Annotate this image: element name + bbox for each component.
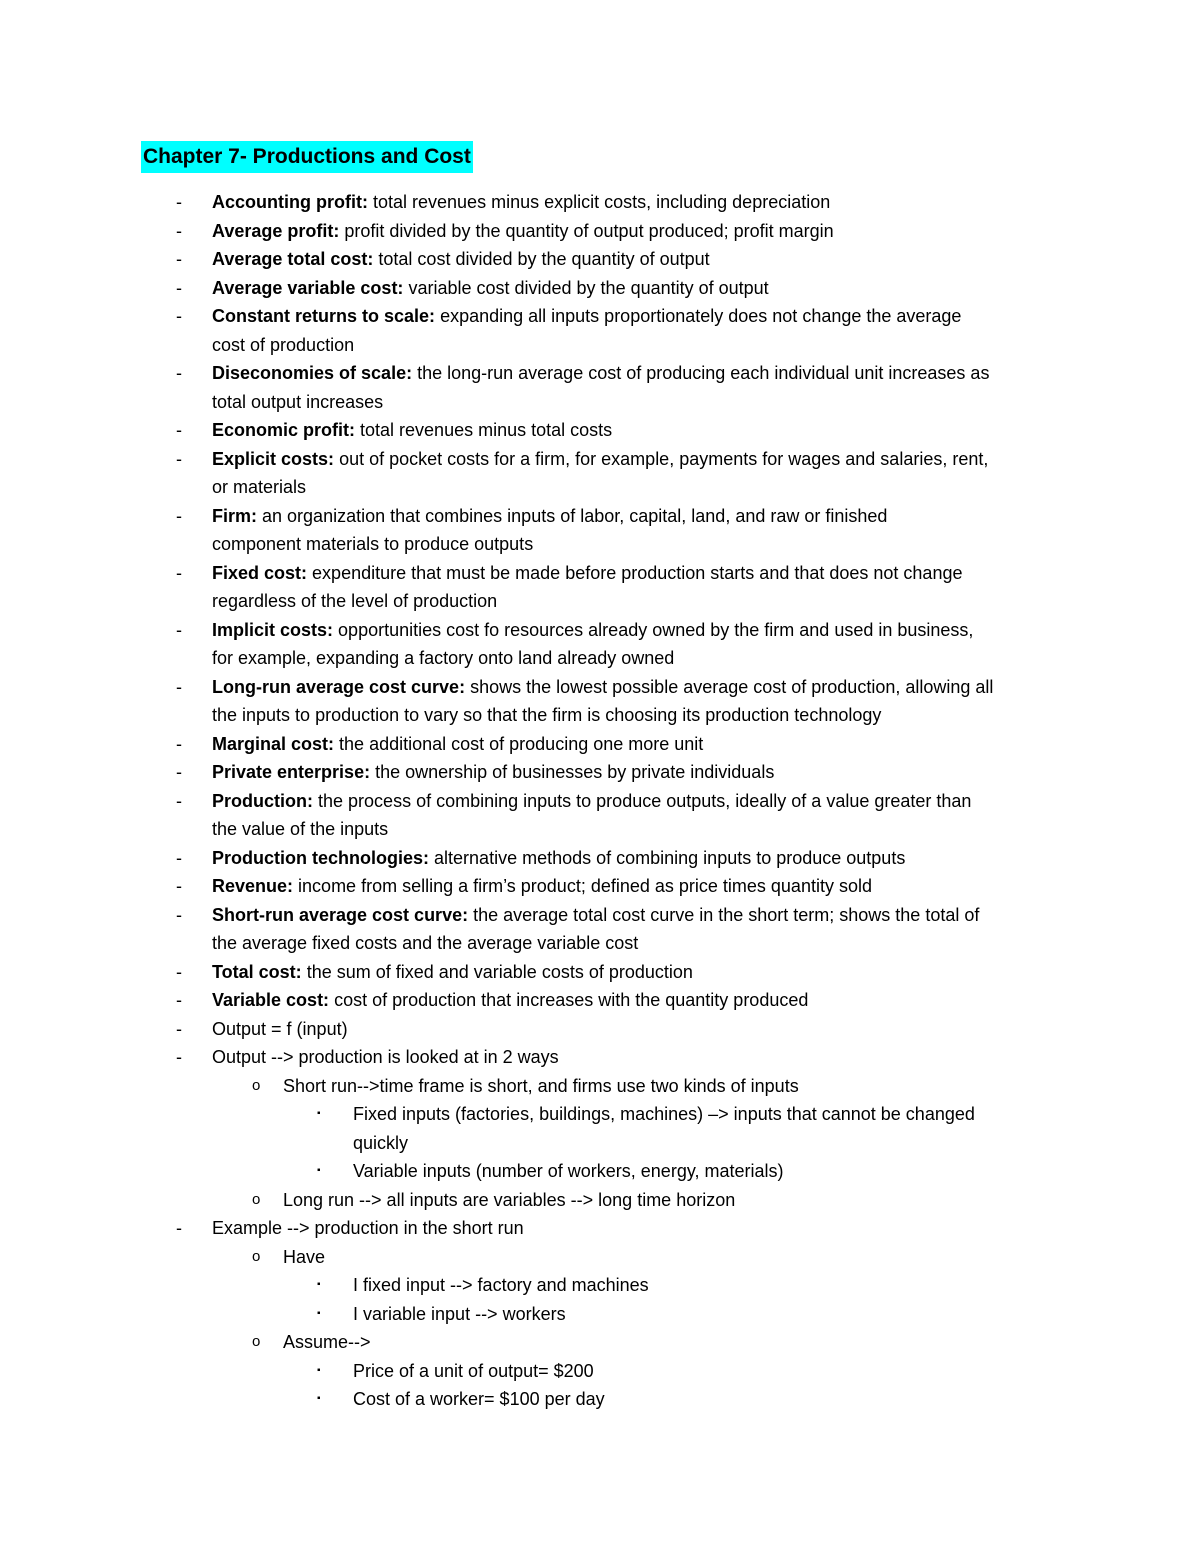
definition-text: the process of combining inputs to produce outputs, ideally of a value greater than xyxy=(318,790,972,811)
definition-text: income from selling a firm’s product; defined as price times quantity sold xyxy=(298,876,872,896)
definition-term: Fixed cost: xyxy=(212,562,308,583)
definition-term: Accounting profit: xyxy=(212,192,368,212)
definition-item xyxy=(0,673,1200,730)
definition-term: Production: xyxy=(212,790,313,811)
definition-text: the sum of fixed and variable costs of production xyxy=(306,961,693,982)
dash-bullet: - xyxy=(176,733,182,754)
outline-item xyxy=(0,1157,1200,1186)
definition-item xyxy=(0,559,1200,616)
definition-term: Average total cost: xyxy=(212,249,374,269)
dash-bullet: - xyxy=(176,363,182,383)
definition-term: Constant returns to scale: xyxy=(212,306,436,326)
outline-item xyxy=(0,1328,1200,1357)
definition-term: Short-run average cost curve: xyxy=(212,904,469,925)
definition-item xyxy=(0,986,1200,1015)
dash-bullet: - xyxy=(176,619,182,640)
outline-text: I fixed input --> factory and machines xyxy=(353,1275,649,1295)
outline-item xyxy=(0,1271,1200,1300)
outline-item xyxy=(0,1072,1200,1101)
outline-text: Assume--> xyxy=(283,1332,371,1352)
definition-text: the additional cost of producing one more unit xyxy=(339,733,704,754)
outline-text: Fixed inputs (factories, buildings, machines) –> inputs that cannot be changed xyxy=(353,1104,975,1124)
square-bullet: ▪ xyxy=(317,1279,321,1290)
definition-term: Diseconomies of scale: xyxy=(212,363,413,383)
definition-text-continued: or materials xyxy=(212,477,307,497)
outline-text: Short run-->time frame is short, and firms use two kinds of inputs xyxy=(283,1075,799,1096)
outline-text: Price of a unit of output= $200 xyxy=(353,1360,594,1381)
dash-bullet: - xyxy=(176,277,182,298)
outline-item xyxy=(0,1100,1200,1157)
definition-text: cost of production that increases with the quantity produced xyxy=(334,990,809,1010)
definition-item xyxy=(0,302,1200,359)
definition-item xyxy=(0,502,1200,559)
definition-item xyxy=(0,245,1200,274)
circle-bullet: o xyxy=(252,1076,261,1094)
definition-text: expanding all inputs proportionately does not change the average xyxy=(440,306,962,326)
dash-bullet: - xyxy=(176,505,182,526)
dash-bullet: - xyxy=(176,249,182,269)
square-bullet: ▪ xyxy=(317,1364,321,1376)
definition-term: Total cost: xyxy=(212,961,302,982)
dash-bullet: - xyxy=(176,876,182,896)
definition-term: Revenue: xyxy=(212,876,294,896)
dash-bullet: - xyxy=(176,1218,182,1238)
outline-text: Output = f (input) xyxy=(212,1018,348,1039)
dash-bullet: - xyxy=(176,676,182,697)
outline-text: I variable input --> workers xyxy=(353,1303,566,1324)
definition-term: Long-run average cost curve: xyxy=(212,676,466,697)
definition-text: the ownership of businesses by private individuals xyxy=(375,762,775,782)
definition-term: Average profit: xyxy=(212,220,340,241)
dash-bullet: - xyxy=(176,1018,182,1039)
dash-bullet: - xyxy=(176,448,182,469)
square-bullet: ▪ xyxy=(317,1307,321,1319)
outline-item xyxy=(0,1186,1200,1215)
definition-item xyxy=(0,730,1200,759)
definition-item xyxy=(0,872,1200,901)
definition-text: shows the lowest possible average cost of production, allowing all xyxy=(470,676,994,697)
dash-bullet: - xyxy=(176,562,182,583)
definition-text: variable cost divided by the quantity of output xyxy=(408,277,769,298)
definition-term: Implicit costs: xyxy=(212,619,334,640)
definition-term: Firm: xyxy=(212,505,257,526)
definition-text: alternative methods of combining inputs to produce outputs xyxy=(434,847,906,868)
definition-text-continued: for example, expanding a factory onto land already owned xyxy=(212,648,675,668)
definition-term: Average variable cost: xyxy=(212,277,404,298)
definition-text: total revenues minus total costs xyxy=(360,420,613,440)
outline-item xyxy=(0,1243,1200,1272)
definition-text-continued: total output increases xyxy=(212,391,384,412)
definition-term: Production technologies: xyxy=(212,847,430,868)
definition-item xyxy=(0,787,1200,844)
outline-text: Long run --> all inputs are variables --> long time horizon xyxy=(283,1189,736,1210)
definition-item xyxy=(0,274,1200,303)
definition-term: Marginal cost: xyxy=(212,733,335,754)
outline-item xyxy=(0,1015,1200,1044)
square-bullet: ▪ xyxy=(317,1108,321,1119)
definition-text-continued: regardless of the level of production xyxy=(212,591,498,611)
definition-text: expenditure that must be made before production starts and that does not change xyxy=(312,562,963,583)
outline-item xyxy=(0,1385,1200,1414)
dash-bullet: - xyxy=(176,990,182,1010)
definition-text: an organization that combines inputs of labor, capital, land, and raw or finished xyxy=(262,505,888,526)
definition-text: the average total cost curve in the short term; shows the total of xyxy=(473,904,980,925)
circle-bullet: o xyxy=(252,1333,261,1350)
definition-text: out of pocket costs for a firm, for example, payments for wages and salaries, rent, xyxy=(339,448,989,469)
dash-bullet: - xyxy=(176,904,182,925)
circle-bullet: o xyxy=(252,1190,261,1208)
dash-bullet: - xyxy=(176,306,182,326)
definition-term: Variable cost: xyxy=(212,990,330,1010)
definition-item xyxy=(0,416,1200,445)
definition-term: Explicit costs: xyxy=(212,448,335,469)
outline-text-continued: quickly xyxy=(353,1132,409,1153)
definition-text: total revenues minus explicit costs, including depreciation xyxy=(373,192,831,212)
outline-text: Have xyxy=(283,1246,326,1267)
definition-item xyxy=(0,217,1200,246)
definition-text: profit divided by the quantity of output produced; profit margin xyxy=(344,220,834,241)
definition-text: total cost divided by the quantity of output xyxy=(378,249,710,269)
dash-bullet: - xyxy=(176,847,182,868)
definition-text: the long-run average cost of producing each individual unit increases as xyxy=(417,363,990,383)
outline-text: Cost of a worker= $100 per day xyxy=(353,1389,605,1409)
definition-term: Private enterprise: xyxy=(212,762,371,782)
definition-text-continued: component materials to produce outputs xyxy=(212,534,534,554)
dash-bullet: - xyxy=(176,762,182,782)
dash-bullet: - xyxy=(176,192,182,212)
outline-text: Output --> production is looked at in 2 ways xyxy=(212,1047,559,1067)
definition-item xyxy=(0,445,1200,502)
outline-item xyxy=(0,1214,1200,1243)
outline-item xyxy=(0,1043,1200,1072)
definition-text-continued: the average fixed costs and the average variable cost xyxy=(212,933,639,953)
definition-item xyxy=(0,758,1200,787)
definition-item xyxy=(0,958,1200,987)
page-title: Chapter 7- Productions and Cost xyxy=(141,141,473,173)
dash-bullet: - xyxy=(176,220,182,241)
outline-item xyxy=(0,1357,1200,1386)
definition-item xyxy=(0,616,1200,673)
outline-text: Example --> production in the short run xyxy=(212,1218,524,1238)
notes-list xyxy=(0,188,1200,1414)
dash-bullet: - xyxy=(176,961,182,982)
circle-bullet: o xyxy=(252,1247,261,1265)
square-bullet: ▪ xyxy=(317,1165,321,1176)
definition-item xyxy=(0,844,1200,873)
definition-term: Economic profit: xyxy=(212,420,355,440)
outline-item xyxy=(0,1300,1200,1329)
dash-bullet: - xyxy=(176,1047,182,1067)
definition-text-continued: cost of production xyxy=(212,334,355,355)
definition-item xyxy=(0,901,1200,958)
definition-item xyxy=(0,359,1200,416)
definition-item xyxy=(0,188,1200,217)
dash-bullet: - xyxy=(176,420,182,440)
definition-text: opportunities cost fo resources already owned by the firm and used in business, xyxy=(338,619,974,640)
outline-text: Variable inputs (number of workers, energy, materials) xyxy=(353,1161,784,1181)
definition-text-continued: the value of the inputs xyxy=(212,819,389,839)
dash-bullet: - xyxy=(176,790,182,811)
square-bullet: ▪ xyxy=(317,1393,321,1404)
definition-text-continued: the inputs to production to vary so that the firm is choosing its production technology xyxy=(212,705,882,725)
